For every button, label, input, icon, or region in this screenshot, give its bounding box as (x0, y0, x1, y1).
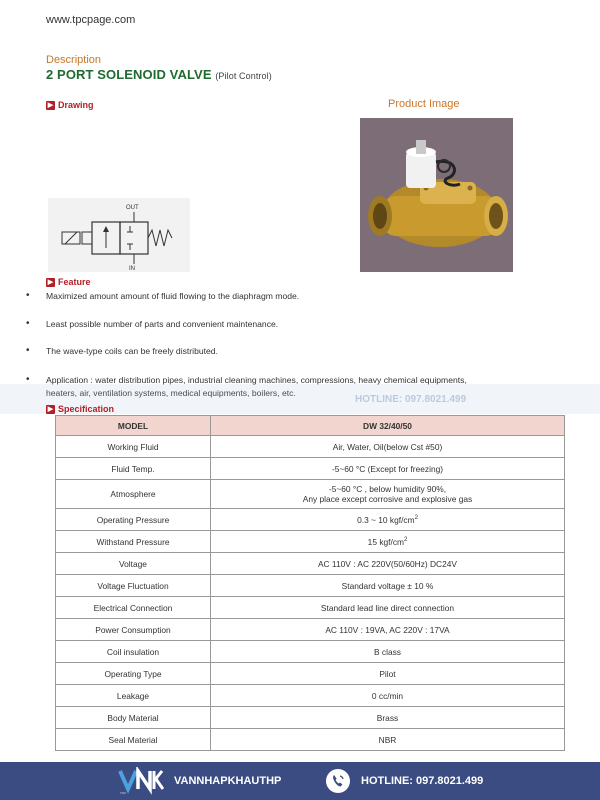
spec-value-text: 0.3 ~ 10 kgf/cm (357, 514, 415, 525)
table-row (56, 707, 565, 729)
list-item (26, 345, 546, 358)
spec-value-line: -5~60 °C , below humidity 90%, (328, 484, 447, 494)
valve-schematic (48, 198, 190, 272)
spec-key: Working Fluid (56, 436, 211, 458)
footer-hotline[interactable]: HOTLINE: 097.8021.499 (361, 775, 484, 787)
section-feature (46, 277, 91, 287)
title-sub: (Pilot Control) (215, 71, 272, 81)
spec-value: Pilot (211, 663, 565, 685)
section-specification (46, 404, 114, 414)
feature-text: heaters, air, ventilation systems, medical equipments, boilers, etc. (46, 388, 296, 398)
title-main: 2 PORT SOLENOID VALVE (46, 67, 212, 82)
spec-value-text: 15 kgf/cm (367, 536, 404, 547)
table-row (56, 436, 565, 458)
table-row (56, 458, 565, 480)
bullet-icon: • (26, 290, 30, 301)
feature-text: Maximized amount amount of fluid flowing to the diaphragm mode. (46, 291, 300, 301)
spec-value: 0 cc/min (211, 685, 565, 707)
section-specification-label: Specification (58, 404, 115, 414)
solenoid-valve-image (360, 118, 513, 272)
table-row (56, 553, 565, 575)
spec-value: NBR (211, 729, 565, 751)
spec-value: Brass (211, 707, 565, 729)
spec-value (211, 509, 565, 531)
footer-brand: VANNHAPKHAUTHP (174, 775, 282, 787)
spec-key: Power Consumption (56, 619, 211, 641)
footer-bar (0, 762, 600, 800)
spec-key: Leakage (56, 685, 211, 707)
arrow-box-icon: ▶ (47, 405, 54, 413)
table-row (56, 619, 565, 641)
phone-icon[interactable] (326, 769, 350, 793)
table-row (56, 663, 565, 685)
bullet-icon: • (26, 374, 30, 385)
superscript: 2 (403, 536, 408, 543)
spec-key: Operating Type (56, 663, 211, 685)
spec-value: Standard voltage ± 10 % (211, 575, 565, 597)
spec-value: Standard lead line direct connection (211, 597, 565, 619)
description-label: Description (46, 54, 102, 66)
table-row (56, 575, 565, 597)
spec-value: AC 110V : 19VA, AC 220V : 17VA (211, 619, 565, 641)
section-drawing-label: Drawing (58, 100, 94, 110)
valve-symbol-drawing (48, 198, 190, 272)
site-url: www.tpcpage.com (46, 14, 136, 26)
spec-key: Voltage Fluctuation (56, 575, 211, 597)
spec-value: Air, Water, Oil(below Cst #50) (211, 436, 565, 458)
spec-value: -5~60 °C (Except for freezing) (211, 458, 565, 480)
spec-key: Electrical Connection (56, 597, 211, 619)
watermark-hotline: HOTLINE: 097.8021.499 (355, 394, 467, 405)
spec-key: Voltage (56, 553, 211, 575)
spec-key: Body Material (56, 707, 211, 729)
table-row (56, 480, 565, 509)
table-row (56, 597, 565, 619)
spec-value-line: Any place except corrosive and explosive gas (302, 494, 473, 504)
bullet-icon: • (26, 318, 30, 329)
product-image-label: Product Image (388, 98, 460, 110)
superscript: 2 (414, 514, 418, 521)
table-row (56, 531, 565, 553)
spec-key: Operating Pressure (56, 509, 211, 531)
table-header-cell: DW 32/40/50 (211, 416, 565, 436)
spec-value (211, 480, 565, 509)
spec-key: Atmosphere (56, 480, 211, 509)
spec-key: Withstand Pressure (56, 531, 211, 553)
arrow-box-icon: ▶ (47, 278, 54, 286)
table-row (56, 509, 565, 531)
specification-table (55, 415, 565, 751)
vnk-logo-icon (118, 767, 164, 795)
bullet-icon: • (26, 345, 30, 356)
table-row (56, 729, 565, 751)
spec-value: B class (211, 641, 565, 663)
product-photo (360, 118, 513, 272)
list-item (26, 290, 546, 303)
arrow-box-icon: ▶ (47, 101, 54, 109)
list-item (26, 318, 546, 331)
drawing-out-label: OUT (126, 205, 139, 211)
spec-key: Coil insulation (56, 641, 211, 663)
table-row (56, 685, 565, 707)
spec-value: AC 110V : AC 220V(50/60Hz) DC24V (211, 553, 565, 575)
table-header-cell: MODEL (56, 416, 211, 436)
spec-key: Fluid Temp. (56, 458, 211, 480)
spec-value (211, 531, 565, 553)
spec-key: Seal Material (56, 729, 211, 751)
section-drawing (46, 100, 94, 110)
table-row (56, 641, 565, 663)
feature-text: Least possible number of parts and convenient maintenance. (46, 319, 279, 329)
table-header-row (56, 416, 565, 436)
feature-text: Application : water distribution pipes, industrial cleaning machines, compressions, heavy chemical equipments, (46, 375, 467, 385)
page-title (46, 67, 272, 82)
drawing-in-label: IN (129, 266, 135, 272)
section-feature-label: Feature (58, 277, 91, 287)
vnk-logo-text: VNK (120, 791, 127, 795)
feature-text: The wave-type coils can be freely distributed. (46, 346, 218, 356)
